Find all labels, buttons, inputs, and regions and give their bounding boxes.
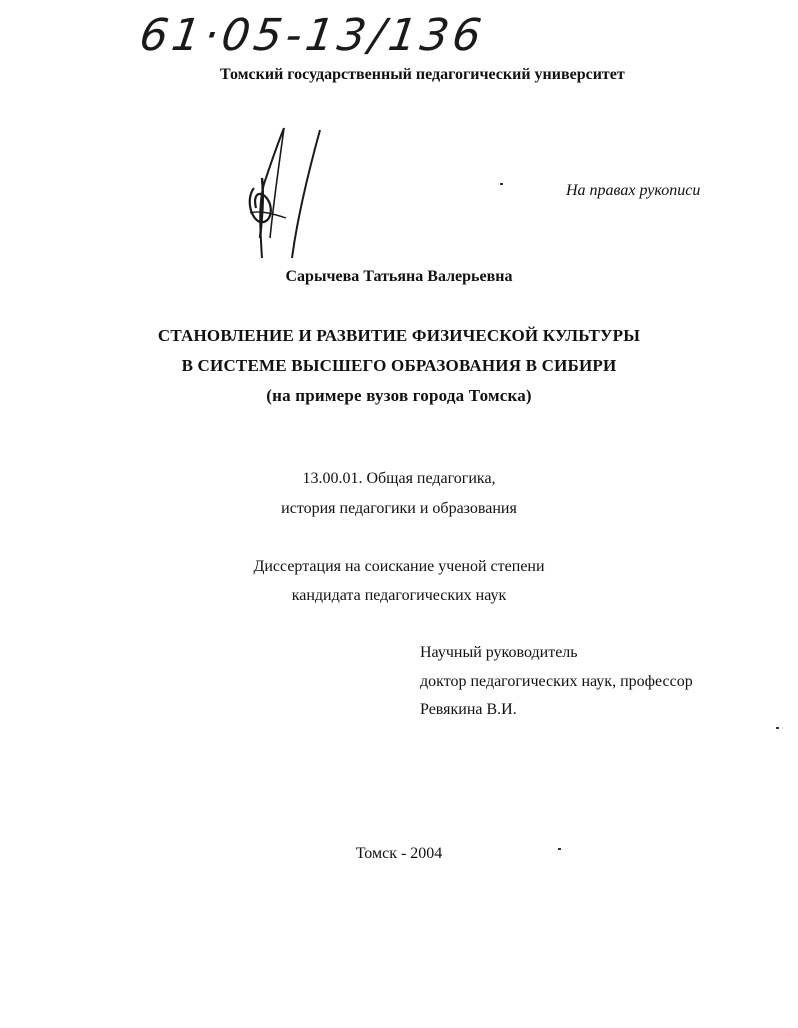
degree-line-1: Диссертация на соискание ученой степени	[253, 558, 545, 575]
signature-image	[240, 118, 350, 268]
title-line-2: В СИСТЕМЕ ВЫСШЕГО ОБРАЗОВАНИЯ В СИБИРИ	[181, 356, 617, 375]
rights-note: На правах рукописи	[566, 182, 701, 199]
supervisor-label: Научный руководитель	[420, 644, 578, 661]
handwritten-registration-code: 61·05-13/136	[136, 10, 489, 61]
supervisor-name: Ревякина В.И.	[420, 701, 517, 718]
scan-speck	[558, 848, 561, 850]
city-year: Томск - 2004	[355, 845, 443, 862]
scan-speck	[500, 183, 503, 185]
university-name: Томский государственный педагогический университет	[220, 66, 625, 83]
supervisor-credentials: доктор педагогических наук, профессор	[420, 673, 693, 690]
degree-line-2: кандидата педагогических наук	[291, 587, 507, 604]
title-line-1: СТАНОВЛЕНИЕ И РАЗВИТИЕ ФИЗИЧЕСКОЙ КУЛЬТУРЫ	[157, 326, 641, 345]
scan-speck	[776, 727, 779, 729]
title-subtitle: (на примере вузов города Томска)	[266, 386, 532, 405]
author-name: Сарычева Татьяна Валерьевна	[285, 268, 513, 285]
specialty-name: история педагогики и образования	[281, 500, 517, 517]
specialty-code: 13.00.01. Общая педагогика,	[302, 470, 496, 487]
